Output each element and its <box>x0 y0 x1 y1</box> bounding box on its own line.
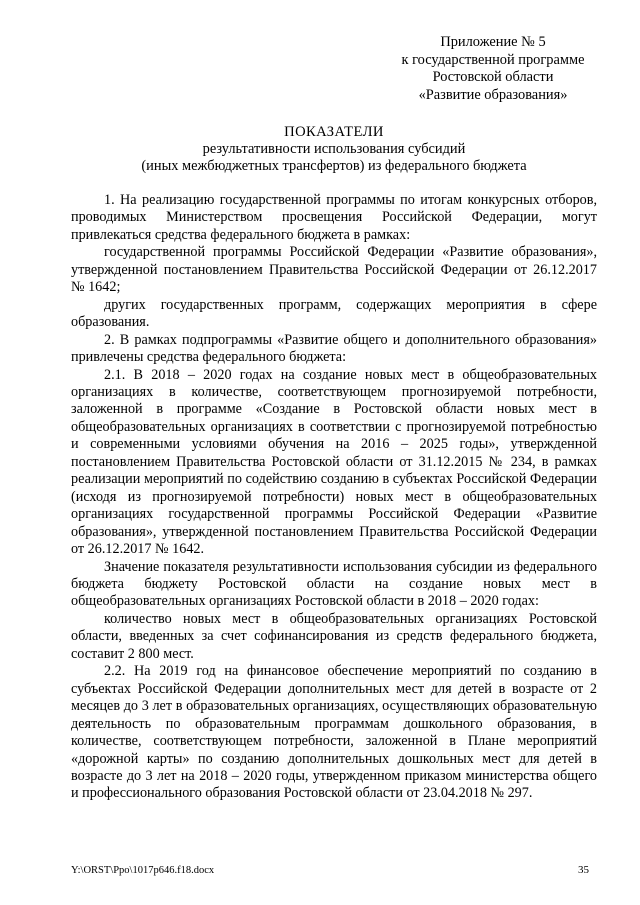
document-body <box>71 192 597 803</box>
paragraph-other-programs: других государственных программ, содержащих мероприятия в сфере образования. <box>71 296 597 331</box>
page-number: 35 <box>578 864 589 876</box>
paragraph-federal-program: государственной программы Российской Федерации «Развитие образования», утвержденной постановлением Правительства Российской Федерации от 26.12.2017 № 1642; <box>71 244 597 296</box>
title-subtitle-2: (иных межбюджетных трансфертов) из федерального бюджета <box>141 158 527 175</box>
annex-header <box>385 34 601 104</box>
footer-file-path: Y:\ORST\Ppo\1017p646.f18.docx <box>71 865 215 876</box>
annex-region: Ростовской области <box>432 69 554 86</box>
paragraph-1: 1. На реализацию государственной программы по итогам конкурсных отборов, проводимых Министерством просвещения Российской Федерации, могут привлекаться средства федерального бюджета в рамках: <box>71 192 597 243</box>
annex-program-ref: к государственной программе <box>401 51 585 68</box>
document-title <box>71 123 597 176</box>
annex-program-name: «Развитие образования» <box>418 86 568 103</box>
title-subtitle-1: результативности использования субсидий <box>202 141 466 157</box>
annex-number: Приложение № 5 <box>440 34 546 50</box>
paragraph-2-2: 2.2. На 2019 год на финансовое обеспечение мероприятий по созданию в субъектах Российской Федерации дополнительных мест для детей в возрасте от 2 месяцев до 3 лет в образовательных организациях, осуществляющих образовательную деятельность по образовательным программам дошкольного образования, в количестве, соответствующем потребности, заложенной в Плане мероприятий «дорожной карты» по созданию дополнительных дошкольных мест для детей в возрасте до 3 лет на 2018 – 2020 годы, утвержденном приказом министерства общего и профессионального образования Ростовской области от 23.04.2018 № 297. <box>71 663 597 802</box>
paragraph-indicator-value: Значение показателя результативности использования субсидии из федерального бюджета бюджету Ростовской области на создание новых мест в общеобразовательных организациях Ростовской области в 2018 – 2020 годах: <box>71 558 597 610</box>
paragraph-new-places: количество новых мест в общеобразовательных организациях Ростовской области, введенных за счет софинансирования из средств федерального бюджета, составит 2 800 мест. <box>71 610 597 662</box>
paragraph-2-1: 2.1. В 2018 – 2020 годах на создание новых мест в общеобразовательных организациях в количестве, соответствующем прогнозируемой потребности, заложенной в программе «Создание в Ростовской области новых мест в общеобразовательных организациях в соответствии с прогнозируемой потребностью и современными условиями обучения на 2016 – 2025 годы», утвержденной постановлением Правительства Ростовской области от 31.12.2015 № 234, в рамках реализации мероприятий по содействию созданию в субъектах Российской Федерации (исходя из прогнозируемой потребности) новых мест в общеобразовательных организациях государственной программы Российской Федерации «Развитие образования», утвержденной постановлением Правительства Российской Федерации от 26.12.2017 № 1642. <box>71 366 597 558</box>
title-main: ПОКАЗАТЕЛИ <box>284 124 384 140</box>
paragraph-2: 2. В рамках подпрограммы «Развитие общего и дополнительного образования» привлечены средства федерального бюджета: <box>71 331 597 366</box>
